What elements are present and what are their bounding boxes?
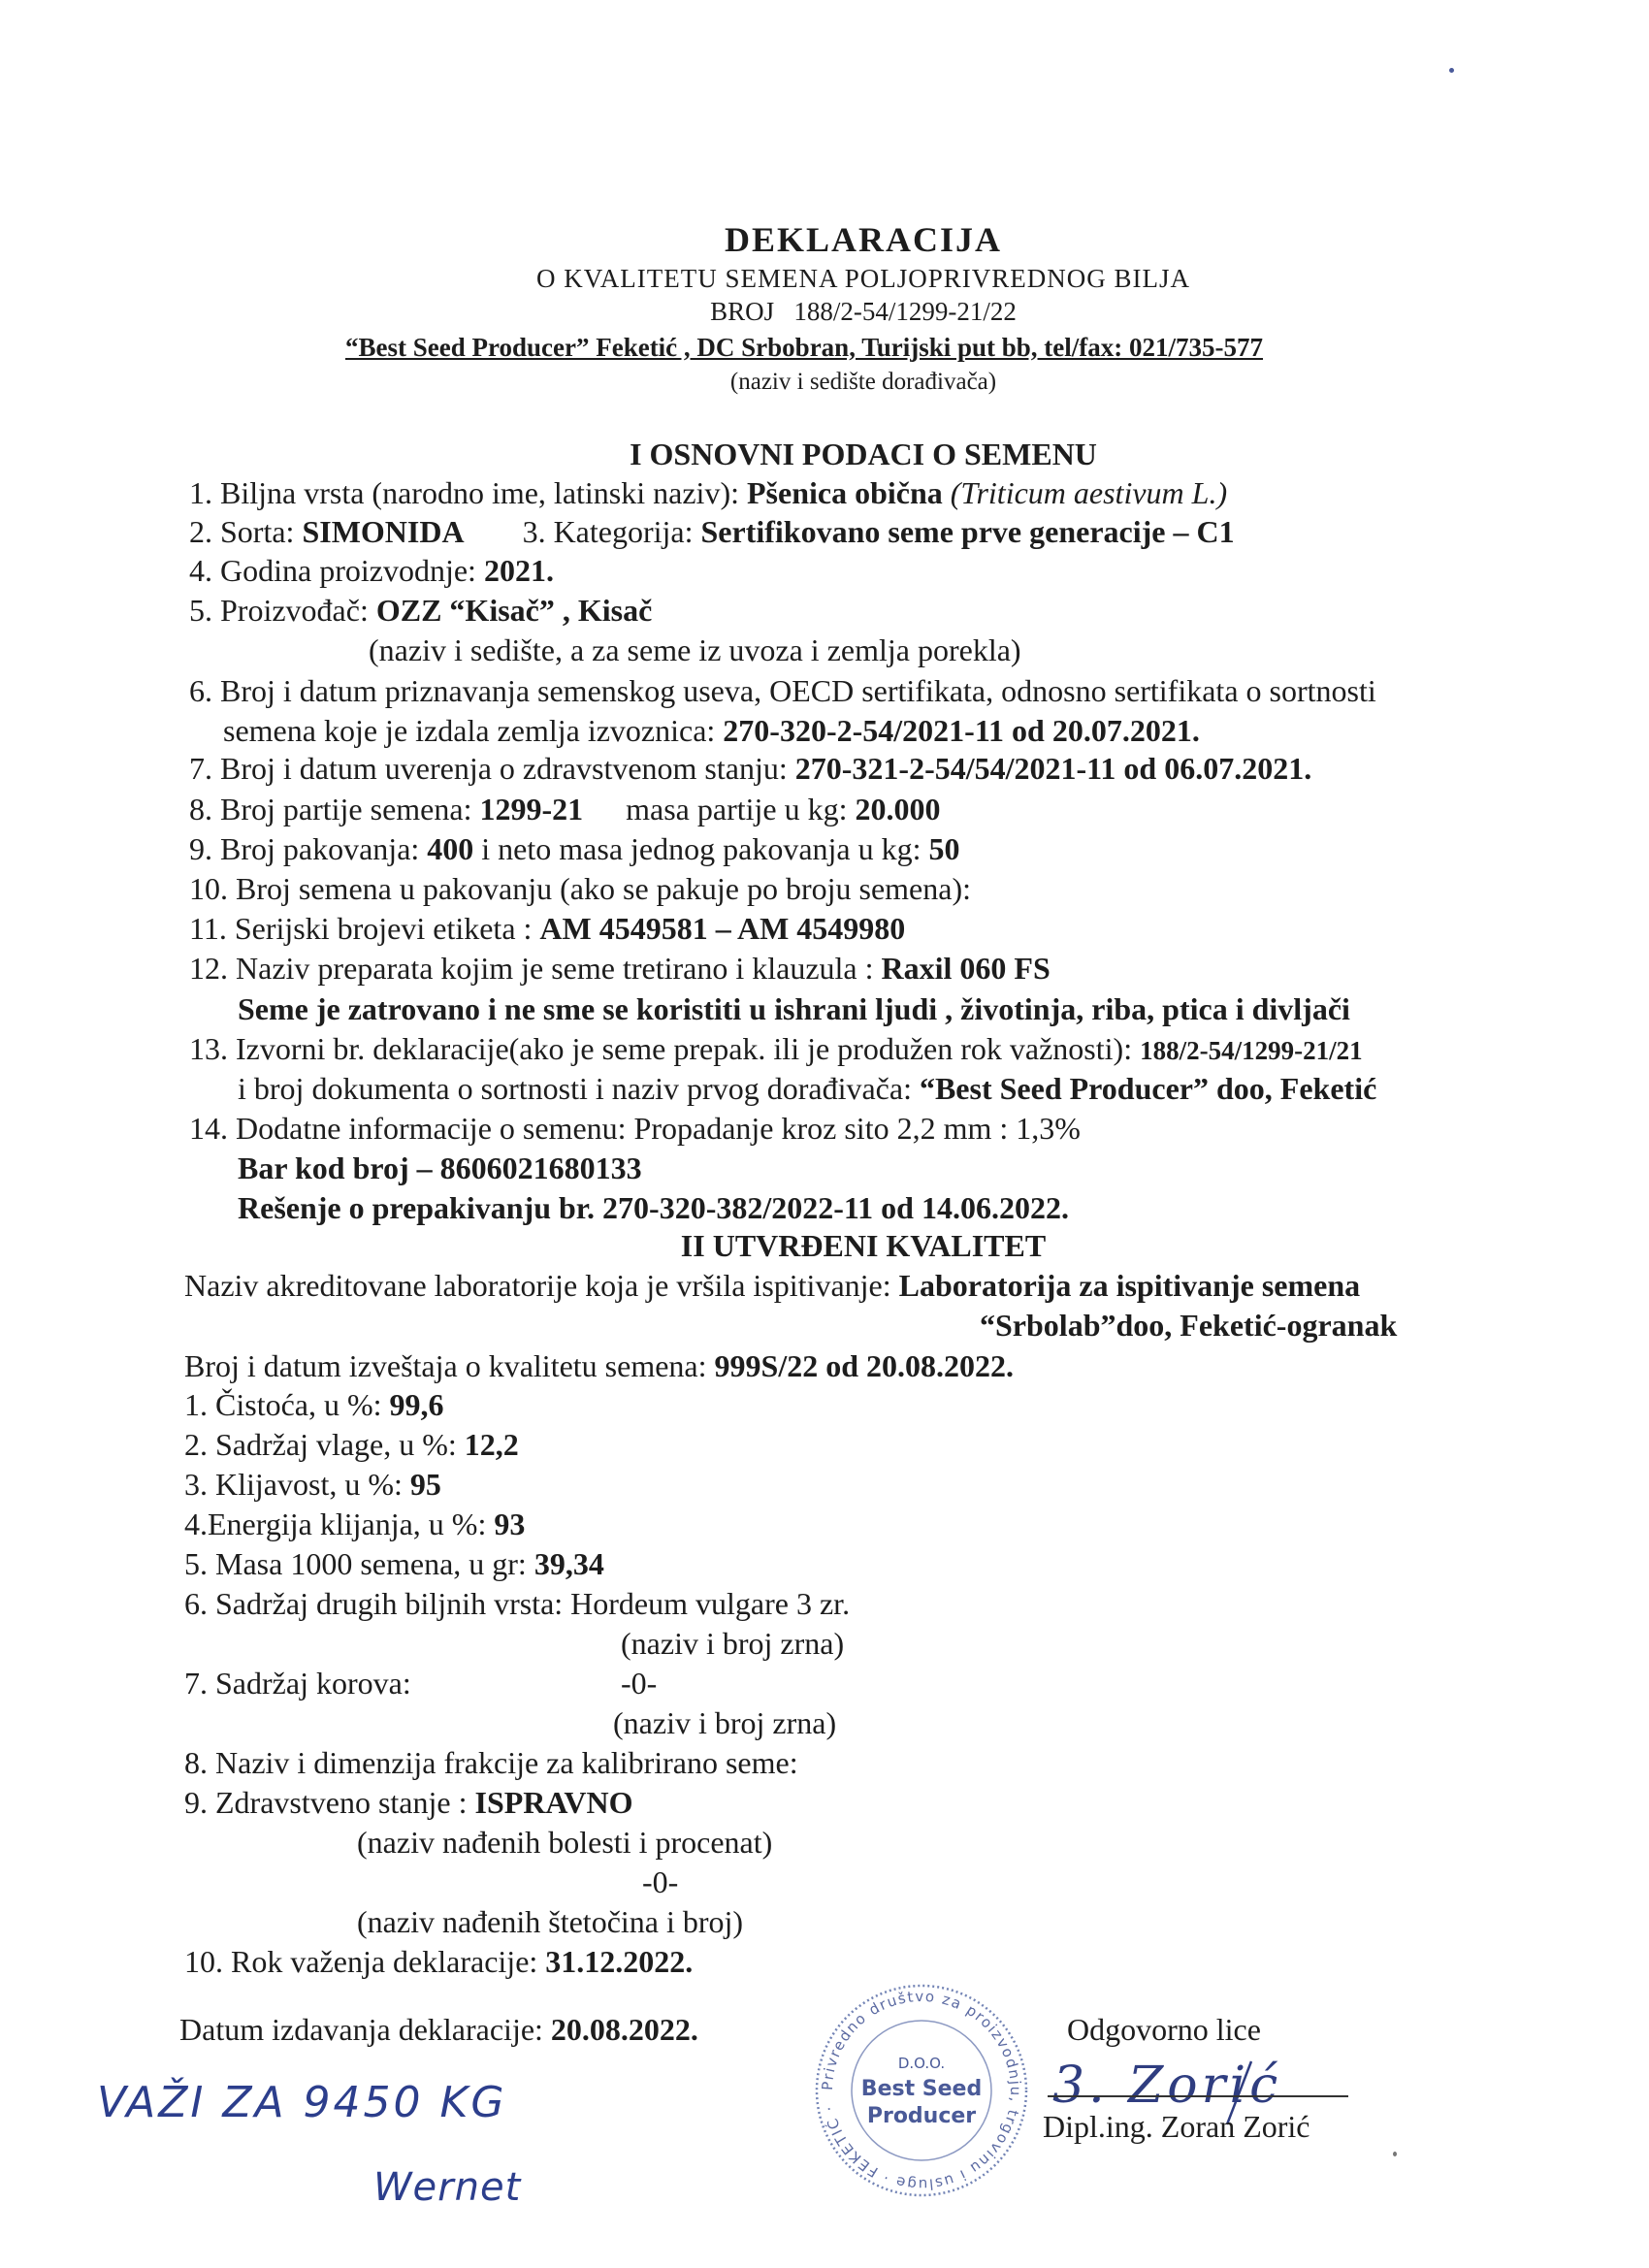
quality-7-value: -0- (621, 1666, 658, 1701)
section1-heading: I OSNOVNI PODACI O SEMENU (630, 437, 1097, 471)
producer-note: (naziv i sedište dorađivača) (729, 369, 997, 395)
responsible-person-label: Odgovorno lice (1067, 2012, 1261, 2047)
item-5-note: (naziv i sedište, a za seme iz uvoza i zemlja porekla) (369, 632, 1021, 667)
scan-speck (1449, 68, 1454, 73)
item-13-cont: i broj dokumenta o sortnosti i naziv prvog dorađivača: “Best Seed Producer” doo, Feketić (238, 1071, 1377, 1106)
quality-9-note2: (naziv nađenih štetočina i broj) (357, 1904, 744, 1939)
broj-value: 188/2-54/1299-21/22 (793, 297, 1017, 326)
item-5: 5. Proizvođač: OZZ “Kisač” , Kisač (189, 593, 653, 628)
stamp-ring-text: Privredno društvo za proizvodnju, trgovinu i usluge · FEKETIĆ · (818, 1987, 1025, 2194)
item-2: 2. Sorta: SIMONIDA 3. Kategorija: Sertifikovano seme prve generacije – C1 (189, 514, 1235, 549)
quality-6-note: (naziv i broj zrna) (621, 1626, 845, 1661)
item-14: 14. Dodatne informacije o semenu: Propadanje kroz sito 2,2 mm : 1,3% (189, 1111, 1081, 1146)
lab-name-cont: “Srbolab”doo, Feketić-ogranak (980, 1308, 1398, 1343)
responsible-person-name: Dipl.ing. Zoran Zorić (1043, 2109, 1310, 2144)
quality-3: 3. Klijavost, u %: 95 (184, 1467, 441, 1502)
quality-7-note: (naziv i broj zrna) (613, 1705, 837, 1740)
item-7: 7. Broj i datum uverenja o zdravstvenom stanju: 270-321-2-54/54/2021-11 od 06.07.2021. (189, 751, 1312, 786)
handwritten-initials: Wernet (373, 2165, 522, 2210)
item-6: 6. Broj i datum priznavanja semenskog useva, OECD sertifikata, odnosno sertifikata o sortnosti (189, 673, 1376, 708)
signature-line (1048, 2095, 1348, 2097)
item-12: 12. Naziv preparata kojim je seme tretirano i klauzula : Raxil 060 FS (189, 951, 1051, 986)
item-1: 1. Biljna vrsta (narodno ime, latinski naziv): Pšenica obična (Triticum aestivum L.) (189, 475, 1228, 510)
item-12-warning: Seme je zatrovano i ne sme se koristiti u ishrani ljudi , životinja, riba, ptica i divljači (238, 991, 1350, 1026)
stamp-line-3: Producer (866, 2104, 977, 2128)
broj-label: BROJ (710, 297, 775, 326)
item-10: 10. Broj semena u pakovanju (ako se pakuje po broju semena): (189, 871, 971, 906)
section2-heading: II UTVRĐENI KVALITET (680, 1228, 1047, 1263)
handwritten-note: VAŽI ZA 9450 KG (97, 2078, 507, 2127)
quality-2: 2. Sadržaj vlage, u %: 12,2 (184, 1427, 519, 1462)
quality-9: 9. Zdravstveno stanje : ISPRAVNO (184, 1785, 633, 1820)
company-stamp (810, 1979, 1033, 2202)
producer-line: “Best Seed Producer” Feketić , DC Srbobran, Turijski put bb, tel/fax: 021/735-577 (345, 333, 1264, 362)
document-subtitle: O KVALITETU SEMENA POLJOPRIVREDNOG BILJA (535, 264, 1190, 293)
quality-9-value2: -0- (642, 1864, 679, 1899)
item-14-barcode: Bar kod broj – 8606021680133 (238, 1150, 642, 1185)
quality-5: 5. Masa 1000 semena, u gr: 39,34 (184, 1546, 604, 1581)
issue-date: Datum izdavanja deklaracije: 20.08.2022. (179, 2012, 698, 2047)
item-4: 4. Godina proizvodnje: 2021. (189, 553, 554, 588)
item-11: 11. Serijski brojevi etiketa : AM 4549581 – AM 4549980 (189, 911, 906, 946)
quality-4: 4.Energija klijanja, u %: 93 (184, 1507, 526, 1541)
scan-speck (1393, 2152, 1397, 2156)
stamp-line-2: Best Seed (860, 2077, 983, 2101)
stamp-line-1: D.O.O. (897, 2055, 946, 2072)
quality-1: 1. Čistoća, u %: 99,6 (184, 1387, 444, 1422)
quality-6: 6. Sadržaj drugih biljnih vrsta: Hordeum vulgare 3 zr. (184, 1586, 851, 1621)
report-number: Broj i datum izveštaja o kvalitetu semena: 999S/22 od 20.08.2022. (184, 1348, 1014, 1383)
quality-8: 8. Naziv i dimenzija frakcije za kalibrirano seme: (184, 1745, 798, 1780)
quality-10: 10. Rok važenja deklaracije: 31.12.2022. (184, 1944, 694, 1979)
item-14-resenje: Rešenje o prepakivanju br. 270-320-382/2022-11 od 14.06.2022. (238, 1190, 1069, 1225)
item-13: 13. Izvorni br. deklaracije(ako je seme prepak. ili je produžen rok važnosti): 188/2-54/1299-21/21 (189, 1031, 1363, 1066)
quality-9-note1: (naziv nađenih bolesti i procenat) (357, 1825, 773, 1860)
item-6-cont: semena koje je izdala zemlja izvoznica: 270-320-2-54/2021-11 od 20.07.2021. (223, 713, 1200, 748)
item-9: 9. Broj pakovanja: 400 i neto masa jednog pakovanja u kg: 50 (189, 831, 960, 866)
item-8: 8. Broj partije semena: 1299-21 masa partije u kg: 20.000 (189, 792, 941, 826)
signature-text: 3. Zorić (1052, 2057, 1282, 2115)
quality-7: 7. Sadržaj korova: (184, 1666, 411, 1701)
document-title: DEKLARACIJA (724, 220, 1003, 259)
declaration-number (0, 297, 1649, 327)
lab-name: Naziv akreditovane laboratorije koja je vršila ispitivanje: Laboratorija za ispitivanje semena (184, 1268, 1361, 1303)
